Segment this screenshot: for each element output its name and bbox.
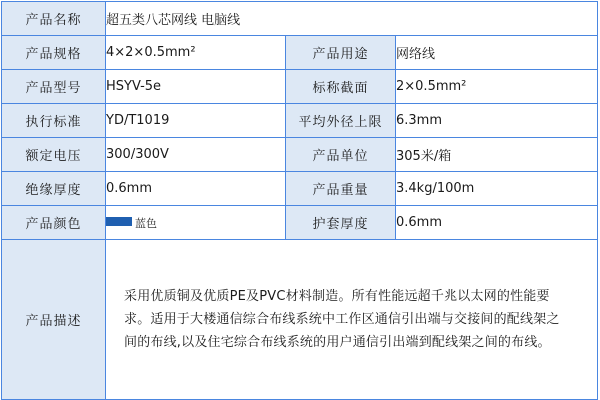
weight-label: 产品重量 bbox=[286, 172, 396, 206]
nominal-section-value: 2×0.5mm² bbox=[396, 70, 598, 104]
spec-row-standard bbox=[2, 104, 598, 138]
product-use-label: 产品用途 bbox=[286, 36, 396, 70]
insulation-value: 0.6mm bbox=[106, 172, 286, 206]
spec-row-description bbox=[2, 240, 598, 400]
description-text: 采用优质铜及优质PE及PVC材料制造。所有性能远超千兆以太网的性能要求。适用于大楼通信综合布线系统中工作区通信引出端与交接间的配线架之间的布线,以及住宅综合布线系统的用户通信引出端到配线架之间的布线。 bbox=[106, 240, 598, 400]
jacket-thickness-value: 0.6mm bbox=[396, 206, 598, 240]
spec-row-voltage bbox=[2, 138, 598, 172]
color-value-text: 蓝色 bbox=[135, 216, 157, 230]
insulation-label: 绝缘厚度 bbox=[2, 172, 106, 206]
standard-value: YD/T1019 bbox=[106, 104, 286, 138]
spec-row-insulation bbox=[2, 172, 598, 206]
voltage-value: 300/300V bbox=[106, 138, 286, 172]
unit-label: 产品单位 bbox=[286, 138, 396, 172]
spec-row-model bbox=[2, 70, 598, 104]
color-value bbox=[106, 206, 286, 240]
product-spec-label: 产品规格 bbox=[2, 36, 106, 70]
product-spec-value: 4×2×0.5mm² bbox=[106, 36, 286, 70]
product-spec-table bbox=[1, 1, 598, 400]
jacket-thickness-label: 护套厚度 bbox=[286, 206, 396, 240]
spec-row-name bbox=[2, 2, 598, 36]
spec-row-spec bbox=[2, 36, 598, 70]
color-swatch bbox=[106, 217, 132, 226]
unit-value: 305米/箱 bbox=[396, 138, 598, 172]
outer-diameter-value: 6.3mm bbox=[396, 104, 598, 138]
nominal-section-label: 标称截面 bbox=[286, 70, 396, 104]
color-label: 产品颜色 bbox=[2, 206, 106, 240]
product-use-value: 网络线 bbox=[396, 36, 598, 70]
product-model-label: 产品型号 bbox=[2, 70, 106, 104]
standard-label: 执行标准 bbox=[2, 104, 106, 138]
description-label: 产品描述 bbox=[2, 240, 106, 400]
voltage-label: 额定电压 bbox=[2, 138, 106, 172]
spec-row-color bbox=[2, 206, 598, 240]
outer-diameter-label: 平均外径上限 bbox=[286, 104, 396, 138]
product-name-value: 超五类八芯网线 电脑线 bbox=[106, 2, 598, 36]
product-name-label: 产品名称 bbox=[2, 2, 106, 36]
product-model-value: HSYV-5e bbox=[106, 70, 286, 104]
weight-value: 3.4kg/100m bbox=[396, 172, 598, 206]
